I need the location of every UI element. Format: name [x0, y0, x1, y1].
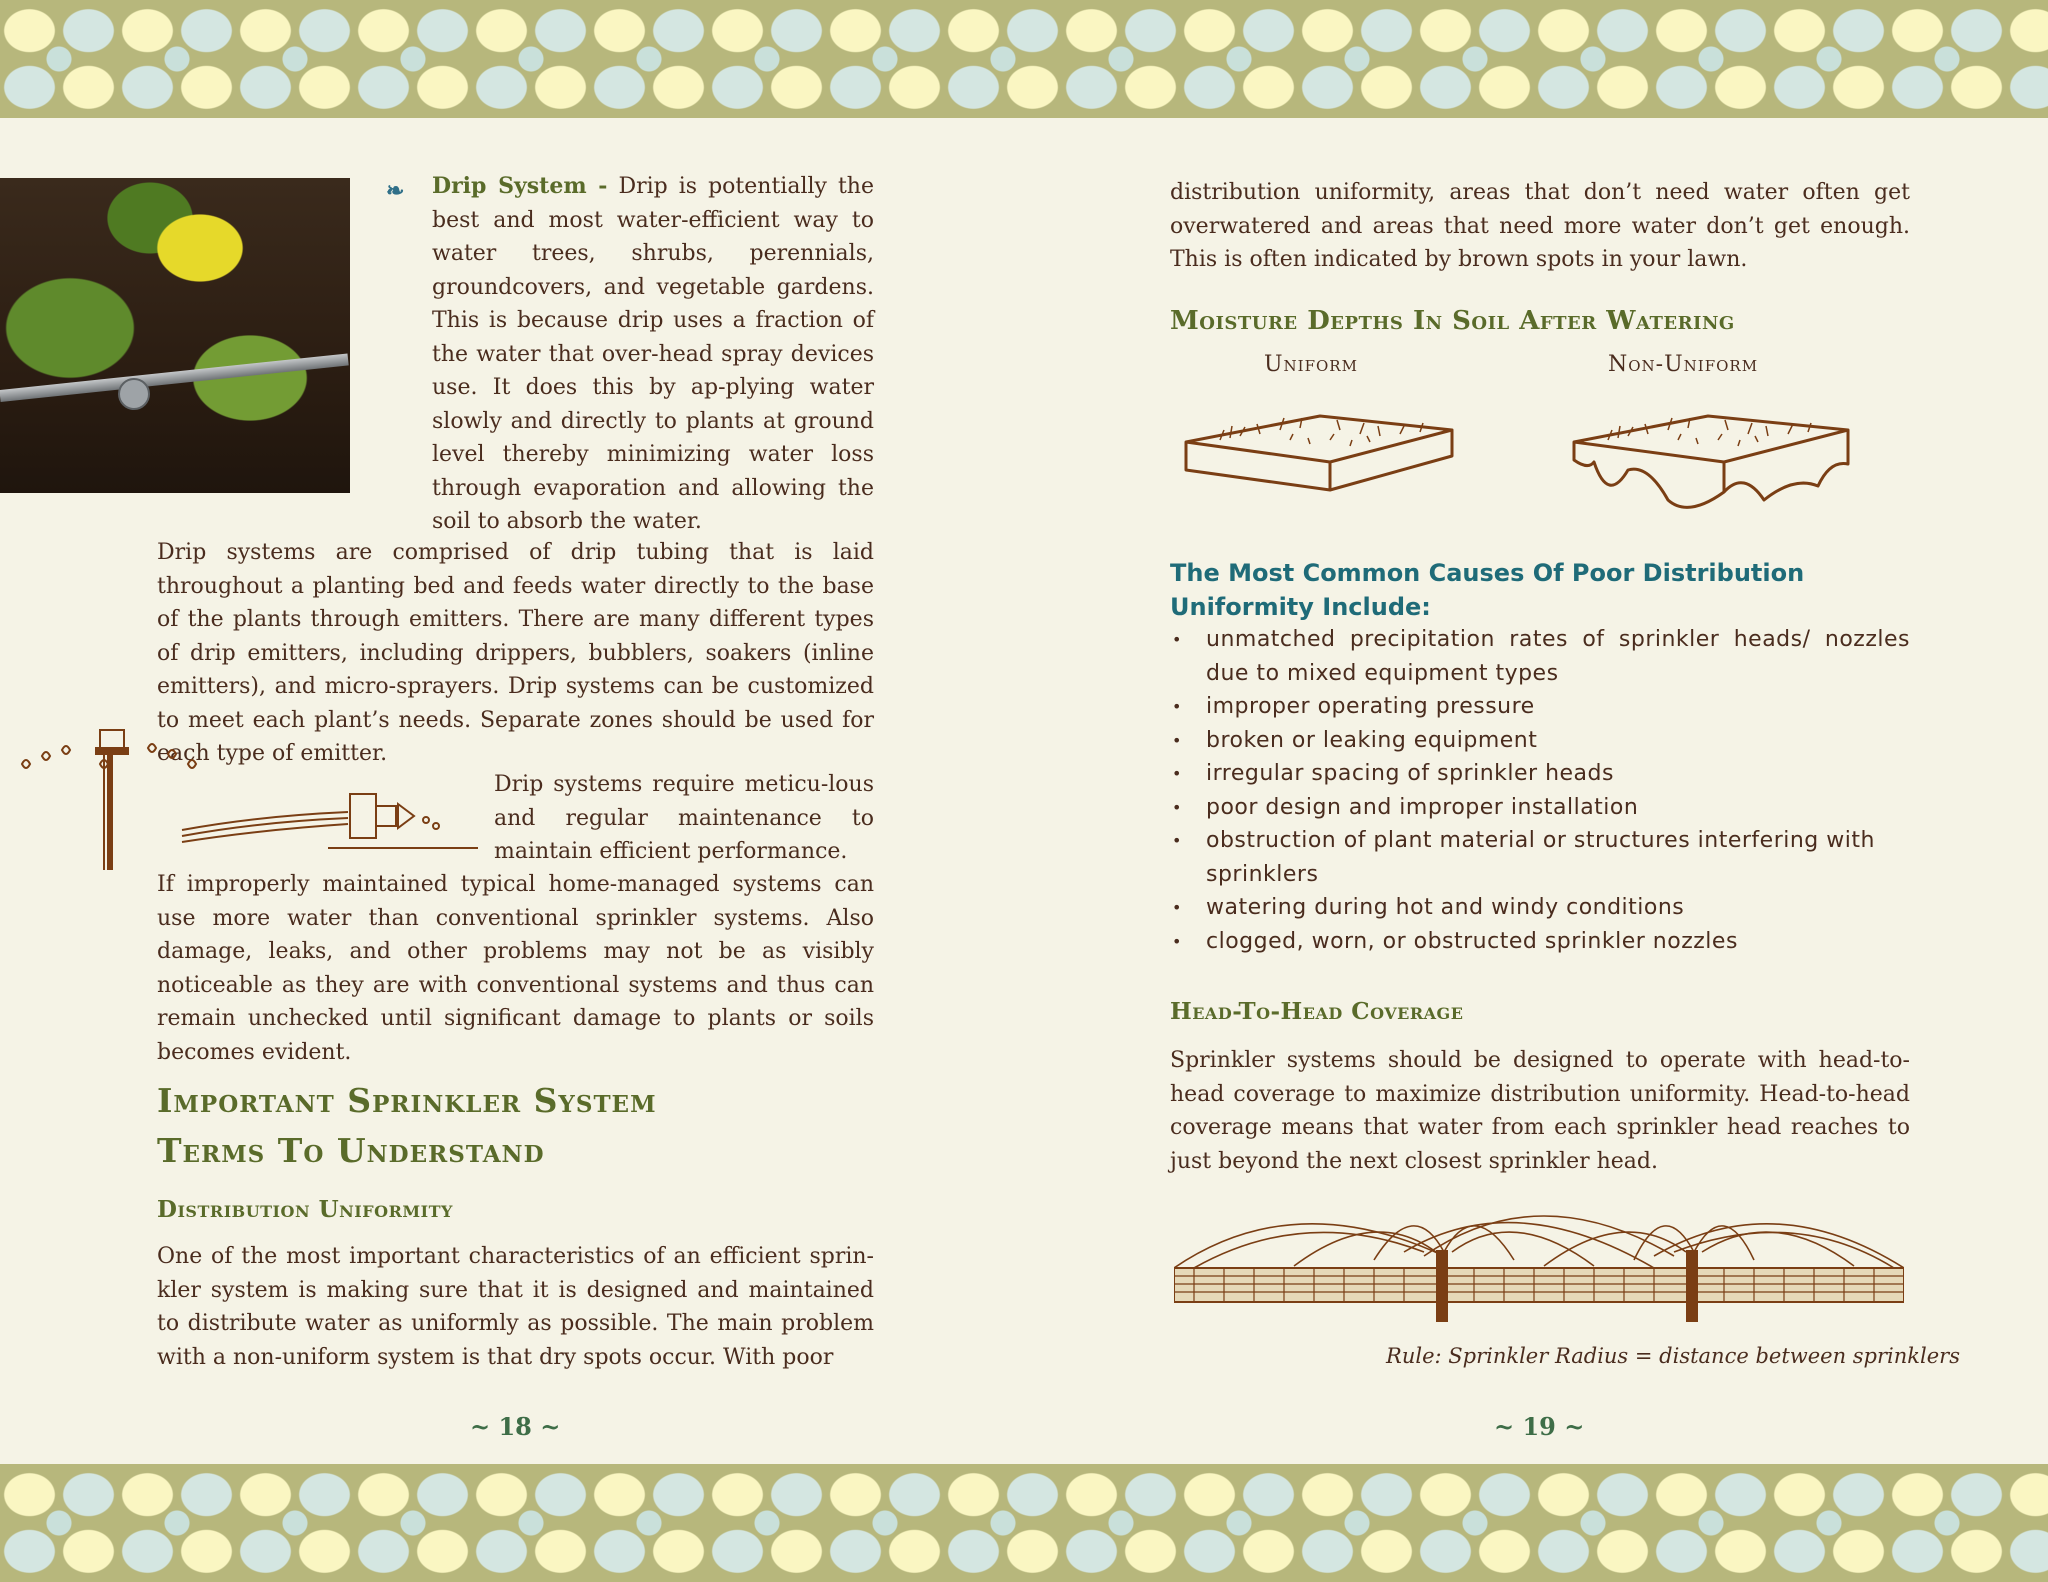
section-title-line1: Important Sprinkler System	[157, 1081, 657, 1120]
drip-emitter	[118, 378, 150, 410]
distribution-uniformity-continued: distribution uniformity, areas that don’t need water often get overwatered and areas that need more water don’t get enough. This is often indicated by brown spots in your lawn.	[1170, 180, 1910, 272]
causes-list	[1170, 623, 1910, 958]
uniform-label: Uniform	[1264, 352, 1358, 377]
head-to-head-coverage-paragraph: Sprinkler systems should be designed to operate with head-to-head coverage to maximize distribution uniformity. Head-to-head coverage means that water from each sprinkler head reaches to just beyond the next closest sprinkler head.	[1170, 1048, 1910, 1174]
uniform-soil-illustration	[1180, 400, 1460, 520]
section-title-line2: Terms To Understand	[157, 1131, 545, 1170]
drip-emitter-photo	[0, 178, 350, 493]
non-uniform-label: Non-Uniform	[1608, 352, 1759, 377]
list-item: • watering during hot and windy conditions	[1170, 891, 1910, 925]
list-item: • poor design and improper installation	[1170, 791, 1910, 825]
drip-emitter-illustration	[178, 786, 478, 856]
list-item: • unmatched precipitation rates of sprinkler heads/ nozzles due to mixed equipment types	[1170, 623, 1910, 690]
non-uniform-soil-illustration	[1568, 400, 1858, 530]
drip-system-intro	[432, 170, 874, 539]
section-title-sprinkler-terms	[157, 1076, 857, 1176]
causes-title-line1: The Most Common Causes Of Poor Distribution	[1170, 559, 1805, 587]
drip-tube	[0, 353, 349, 402]
rule-caption-text: Rule: Sprinkler Radius = distance between sprinklers	[1386, 1344, 1960, 1368]
list-item: • broken or leaking equipment	[1170, 724, 1910, 758]
page-number-19: ~ 19 ~	[1494, 1412, 1585, 1441]
distribution-uniformity-title: Distribution Uniformity	[157, 1196, 453, 1223]
distribution-uniformity-paragraph: One of the most important characteristics of an efficient sprin-kler system is making sure that it is designed and maintained to distribute water as uniformly as possible. The main problem with a non-uniform system is that dry spots occur. With poor	[157, 1244, 874, 1370]
list-item: • improper operating pressure	[1170, 690, 1910, 724]
head-to-head-coverage-title: Head-To-Head Coverage	[1170, 998, 1464, 1025]
causes-title-line2: Uniformity Include:	[1170, 593, 1431, 621]
leaf-bullet-icon: ❧	[386, 178, 405, 204]
drip-maintenance-part1: Drip systems require meticu-lous and regular maintenance to maintain efficient performance.	[494, 772, 874, 864]
list-item: • clogged, worn, or obstructed sprinkler nozzles	[1170, 925, 1910, 959]
poor-distribution-causes-title	[1170, 556, 1910, 624]
page-19	[1024, 0, 2048, 1582]
drip-maintenance-part2: If improperly maintained typical home-managed systems can use more water than conventional sprinkler systems. Also damage, leaks, and other problems may not be as visibly noticeable as they are with conventional systems and thus can remain unchecked until significant damage to plants or soils becomes evident.	[157, 872, 874, 1065]
drip-system-lead: Drip System -	[432, 173, 608, 199]
list-item: • obstruction of plant material or structures interfering with sprinklers	[1170, 824, 1910, 891]
head-to-head-coverage-illustration	[1174, 1196, 1904, 1326]
page-number-18: ~ 18 ~	[470, 1412, 561, 1441]
sprinkler-radius-rule-caption	[1024, 1344, 2048, 1368]
list-item: • irregular spacing of sprinkler heads	[1170, 757, 1910, 791]
drip-system-text: Drip is potentially the best and most water-efficient way to water trees, shrubs, perennials, groundcovers, and vegetable gardens. This is because drip uses a fraction of the water that over-head spray devices use. It does this by ap-plying water slowly and directly to plants at ground level thereby minimizing water loss through evaporation and allowing the soil to absorb the water.	[432, 174, 875, 534]
moisture-depths-title: Moisture Depths In Soil After Watering	[1170, 306, 1735, 336]
drip-systems-paragraph: Drip systems are comprised of drip tubing that is laid throughout a planting bed and feeds water directly to the base of the plants through emitters. There are many different types of drip emitters, including drippers, bubblers, soakers (inline emitters), and micro-sprayers. Drip systems can be customized to meet each plant’s needs. Separate zones should be used for each type of emitter.	[157, 540, 874, 766]
